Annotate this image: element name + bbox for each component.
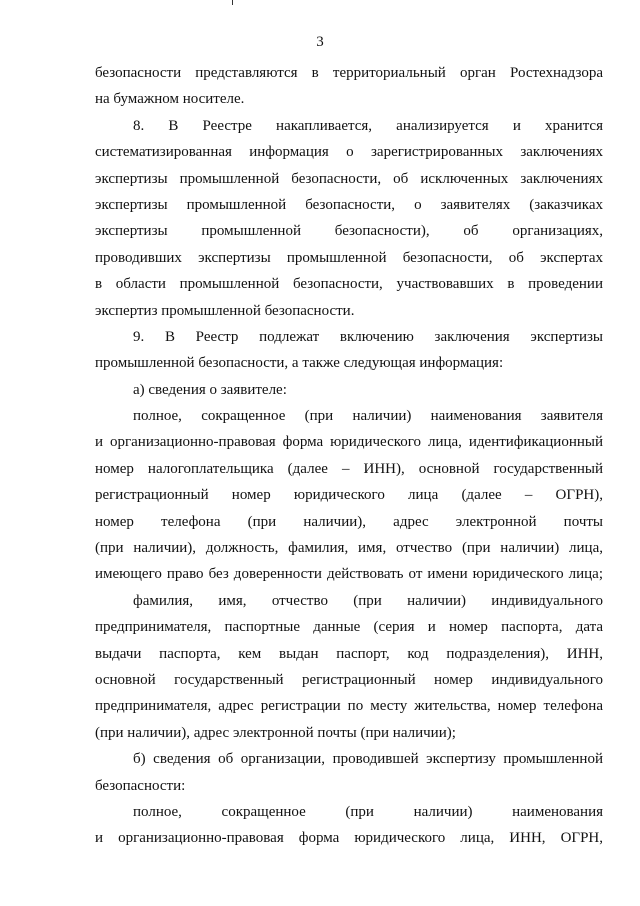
text-line: выдачи паспорта, кем выдан паспорт, код подразделения), ИНН, [95,645,603,662]
text-line: предпринимателя, паспортные данные (серия и номер паспорта, дата [95,619,603,636]
text-line: экспертиз промышленной безопасности. [95,302,355,319]
text-line: 9. В Реестр подлежат включению заключения экспертизы [133,328,603,345]
text-line: (при наличии), адрес электронной почты (при наличии); [95,724,456,741]
text-line: полное, сокращенное (при наличии) наименования [133,803,603,820]
text-line: основной государственный регистрационный номер индивидуального [95,671,603,688]
text-line: регистрационный номер юридического лица (далее – ОГРН), [95,487,603,504]
text-line: полное, сокращенное (при наличии) наименования заявителя [133,408,603,425]
page-number: 3 [316,34,324,50]
text-line: номер телефона (при наличии), адрес электронной почты [95,513,603,530]
text-line: предпринимателя, адрес регистрации по месту жительства, номер телефона [95,698,603,715]
text-line: в области промышленной безопасности, участвовавших в проведении [95,276,603,293]
text-line: экспертизы промышленной безопасности), об организациях, [95,223,603,240]
text-line: и организационно-правовая форма юридического лица, ИНН, ОГРН, [95,830,603,847]
text-line: 8. В Реестре накапливается, анализируется и хранится [133,117,603,134]
text-line: промышленной безопасности, а также следующая информация: [95,355,504,372]
document-body [95,60,603,852]
text-line: безопасности: [95,777,186,794]
text-line: систематизированная информация о зарегистрированных заключениях [95,144,603,161]
text-line: и организационно-правовая форма юридического лица, идентификационный [95,434,603,451]
text-line: экспертизы промышленной безопасности, о заявителях (заказчиках [95,196,603,213]
text-line: безопасности представляются в территориальный орган Ростехнадзора [95,65,603,81]
text-line: б) сведения об организации, проводившей экспертизу промышленной [133,751,603,768]
text-line: на бумажном носителе. [95,91,245,108]
text-line: (при наличии), должность, фамилия, имя, отчество (при наличии) лица, [95,540,603,557]
text-line: а) сведения о заявителе: [133,381,287,398]
scan-edge-mark [232,0,233,5]
text-line: проводивших экспертизы промышленной безопасности, об экспертах [95,249,603,266]
text-line: фамилия, имя, отчество (при наличии) индивидуального [133,592,603,609]
text-line: экспертизы промышленной безопасности, об исключенных заключениях [95,170,603,187]
text-line: имеющего право без доверенности действовать от имени юридического лица; [95,566,603,583]
text-line: номер налогоплательщика (далее – ИНН), основной государственный [95,460,603,477]
